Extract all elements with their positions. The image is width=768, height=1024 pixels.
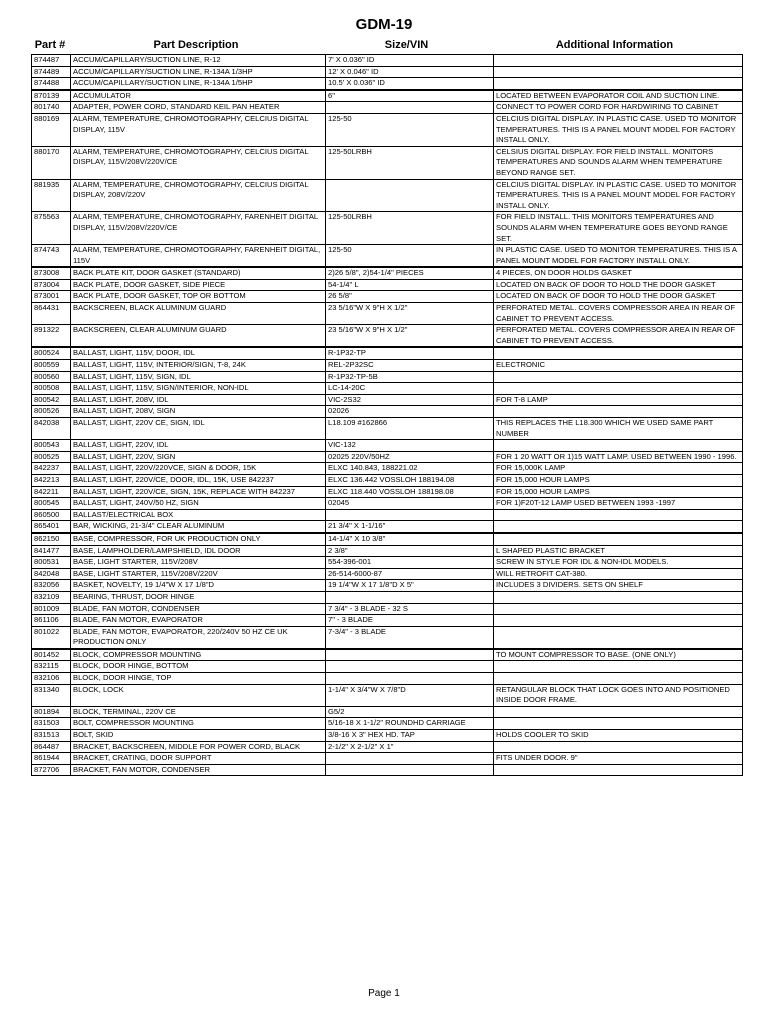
- table-row: [32, 557, 743, 569]
- additional-info-cell: WILL RETROFIT CAT-380.: [494, 568, 743, 580]
- part-number-cell: 800560: [32, 371, 71, 383]
- part-description-cell: BALLAST, LIGHT, 115V, SIGN/INTERIOR, NON-IDL: [71, 383, 326, 395]
- part-description-cell: BALLAST, LIGHT, 220V/220VCE, SIGN & DOOR, 15K: [71, 463, 326, 475]
- table-row: [32, 347, 743, 359]
- additional-info-cell: ELECTRONIC: [494, 360, 743, 372]
- part-description-cell: BASE, LIGHT STARTER, 115V/208V/220V: [71, 568, 326, 580]
- additional-info-cell: FOR FIELD INSTALL. THIS MONITORS TEMPERATURES AND SOUNDS ALARM WHEN TEMPERATURE GOES BEYOND RANGE SET.: [494, 212, 743, 245]
- table-row: [32, 383, 743, 395]
- table-row: [32, 291, 743, 303]
- part-description-cell: BALLAST, LIGHT, 115V, INTERIOR/SIGN, T-8, 24K: [71, 360, 326, 372]
- header-part-number: Part #: [34, 39, 66, 51]
- table-row: [32, 568, 743, 580]
- column-headers: [31, 38, 739, 54]
- part-number-cell: 831503: [32, 718, 71, 730]
- table-row: [32, 753, 743, 765]
- part-number-cell: 800524: [32, 347, 71, 359]
- additional-info-cell: [494, 66, 743, 78]
- size-vin-cell: 5/16-18 X 1-1/2" ROUNDHD CARRIAGE: [326, 718, 494, 730]
- table-row: [32, 474, 743, 486]
- part-description-cell: BRACKET, FAN MOTOR, CONDENSER: [71, 764, 326, 776]
- additional-info-cell: HOLDS COOLER TO SKID: [494, 730, 743, 742]
- table-row: [32, 55, 743, 67]
- part-description-cell: ACCUM/CAPILLARY/SUCTION LINE, R-134A 1/5HP: [71, 78, 326, 90]
- part-description-cell: BALLAST, LIGHT, 115V, DOOR, IDL: [71, 347, 326, 359]
- table-row: [32, 684, 743, 706]
- table-row: [32, 509, 743, 521]
- part-number-cell: 874487: [32, 55, 71, 67]
- additional-info-cell: [494, 509, 743, 521]
- part-description-cell: BACKSCREEN, BLACK ALUMINUM GUARD: [71, 303, 326, 325]
- size-vin-cell: 7 3/4" - 3 BLADE - 32 S: [326, 603, 494, 615]
- size-vin-cell: 3/8-16 X 3" HEX HD. TAP: [326, 730, 494, 742]
- part-number-cell: 862150: [32, 533, 71, 545]
- part-number-cell: 880170: [32, 146, 71, 179]
- table-row: [32, 706, 743, 718]
- part-number-cell: 832109: [32, 591, 71, 603]
- part-number-cell: 873001: [32, 291, 71, 303]
- part-number-cell: 874743: [32, 245, 71, 268]
- table-row: [32, 673, 743, 685]
- size-vin-cell: 12' X 0.046" ID: [326, 66, 494, 78]
- additional-info-cell: LOCATED ON BACK OF DOOR TO HOLD THE DOOR GASKET: [494, 279, 743, 291]
- part-description-cell: BALLAST, LIGHT, 208V, IDL: [71, 394, 326, 406]
- header-size-vin: Size/VIN: [384, 39, 429, 51]
- size-vin-cell: ELXC 118.440 VOSSLOH 188198.08: [326, 486, 494, 498]
- part-number-cell: 864487: [32, 741, 71, 753]
- part-number-cell: 865401: [32, 521, 71, 533]
- additional-info-cell: CELCIUS DIGITAL DISPLAY. IN PLASTIC CASE. USED TO MONITOR TEMPERATURES. THIS IS A PANEL MOUNT MODEL FOR FACTORY INSTALL ONLY.: [494, 113, 743, 146]
- part-description-cell: BLOCK, DOOR HINGE, BOTTOM: [71, 661, 326, 673]
- table-row: [32, 146, 743, 179]
- part-number-cell: 874488: [32, 78, 71, 90]
- additional-info-cell: LOCATED BETWEEN EVAPORATOR COIL AND SUCTION LINE.: [494, 90, 743, 102]
- part-number-cell: 842237: [32, 463, 71, 475]
- part-number-cell: 801894: [32, 706, 71, 718]
- part-description-cell: ALARM, TEMPERATURE, CHROMOTOGRAPHY, CELCIUS DIGITAL DISPLAY, 115V: [71, 113, 326, 146]
- part-description-cell: BASKET, NOVELTY, 19 1/4"W X 17 1/8"D: [71, 580, 326, 592]
- additional-info-cell: PERFORATED METAL. COVERS COMPRESSOR AREA IN REAR OF CABINET TO PREVENT ACCESS.: [494, 325, 743, 348]
- part-description-cell: BALLAST, LIGHT, 220V/CE, SIGN, 15K, REPLACE WITH 842237: [71, 486, 326, 498]
- table-row: [32, 78, 743, 90]
- part-description-cell: ACCUM/CAPILLARY/SUCTION LINE, R-134A 1/3HP: [71, 66, 326, 78]
- part-description-cell: BLOCK, LOCK: [71, 684, 326, 706]
- additional-info-cell: SCREW IN STYLE FOR IDL & NON-IDL MODELS.: [494, 557, 743, 569]
- size-vin-cell: R-1P32-TP: [326, 347, 494, 359]
- additional-info-cell: 4 PIECES, ON DOOR HOLDS GASKET: [494, 267, 743, 279]
- part-number-cell: 864431: [32, 303, 71, 325]
- additional-info-cell: [494, 591, 743, 603]
- part-description-cell: BACK PLATE KIT, DOOR GASKET (STANDARD): [71, 267, 326, 279]
- part-number-cell: 832106: [32, 673, 71, 685]
- additional-info-cell: FOR 1)F20T-12 LAMP USED BETWEEN 1993 -1997: [494, 498, 743, 510]
- size-vin-cell: [326, 179, 494, 212]
- table-row: [32, 533, 743, 545]
- header-part-description: Part Description: [153, 39, 239, 51]
- additional-info-cell: [494, 741, 743, 753]
- part-number-cell: 800545: [32, 498, 71, 510]
- parts-table: [31, 54, 743, 776]
- part-number-cell: 800525: [32, 451, 71, 463]
- table-row: [32, 66, 743, 78]
- table-row: [32, 245, 743, 268]
- table-row: [32, 741, 743, 753]
- additional-info-cell: [494, 521, 743, 533]
- size-vin-cell: [326, 591, 494, 603]
- table-row: [32, 394, 743, 406]
- table-row: [32, 626, 743, 649]
- part-number-cell: 800542: [32, 394, 71, 406]
- additional-info-cell: PERFORATED METAL. COVERS COMPRESSOR AREA IN REAR OF CABINET TO PREVENT ACCESS.: [494, 303, 743, 325]
- additional-info-cell: [494, 661, 743, 673]
- part-number-cell: 800526: [32, 406, 71, 418]
- size-vin-cell: [326, 509, 494, 521]
- table-row: [32, 406, 743, 418]
- size-vin-cell: 02045: [326, 498, 494, 510]
- additional-info-cell: [494, 371, 743, 383]
- part-description-cell: BLOCK, DOOR HINGE, TOP: [71, 673, 326, 685]
- size-vin-cell: 14-1/4" X 10 3/8": [326, 533, 494, 545]
- additional-info-cell: [494, 347, 743, 359]
- table-row: [32, 451, 743, 463]
- table-row: [32, 764, 743, 776]
- table-row: [32, 102, 743, 114]
- part-description-cell: ALARM, TEMPERATURE, CHROMOTOGRAPHY, CELCIUS DIGITAL DISPLAY, 208V/220V: [71, 179, 326, 212]
- part-number-cell: 872706: [32, 764, 71, 776]
- part-number-cell: 861944: [32, 753, 71, 765]
- additional-info-cell: LOCATED ON BACK OF DOOR TO HOLD THE DOOR GASKET: [494, 291, 743, 303]
- size-vin-cell: 7" - 3 BLADE: [326, 615, 494, 627]
- table-row: [32, 649, 743, 661]
- size-vin-cell: [326, 102, 494, 114]
- part-number-cell: 842211: [32, 486, 71, 498]
- part-description-cell: BALLAST, LIGHT, 208V, SIGN: [71, 406, 326, 418]
- part-description-cell: BALLAST, LIGHT, 220V CE, SIGN, IDL: [71, 418, 326, 440]
- table-row: [32, 303, 743, 325]
- size-vin-cell: 23 5/16"W X 9"H X 1/2": [326, 303, 494, 325]
- table-row: [32, 730, 743, 742]
- table-row: [32, 279, 743, 291]
- additional-info-cell: TO MOUNT COMPRESSOR TO BASE. (ONE ONLY): [494, 649, 743, 661]
- part-description-cell: ALARM, TEMPERATURE, CHROMOTOGRAPHY, CELCIUS DIGITAL DISPLAY, 115V/208V/220V/CE: [71, 146, 326, 179]
- part-number-cell: 873008: [32, 267, 71, 279]
- part-number-cell: 842038: [32, 418, 71, 440]
- part-description-cell: ACCUMULATOR: [71, 90, 326, 102]
- part-description-cell: BACK PLATE, DOOR GASKET, SIDE PIECE: [71, 279, 326, 291]
- additional-info-cell: [494, 706, 743, 718]
- additional-info-cell: [494, 626, 743, 649]
- part-description-cell: BALLAST, LIGHT, 240V/50 HZ, SIGN: [71, 498, 326, 510]
- table-row: [32, 90, 743, 102]
- table-row: [32, 212, 743, 245]
- part-number-cell: 842048: [32, 568, 71, 580]
- size-vin-cell: 02026: [326, 406, 494, 418]
- additional-info-cell: THIS REPLACES THE L18.300 WHICH WE USED SAME PART NUMBER: [494, 418, 743, 440]
- additional-info-cell: FITS UNDER DOOR. 9": [494, 753, 743, 765]
- table-row: [32, 580, 743, 592]
- size-vin-cell: [326, 673, 494, 685]
- table-row: [32, 113, 743, 146]
- size-vin-cell: 19 1/4"W X 17 1/8"D X 5": [326, 580, 494, 592]
- size-vin-cell: 125-50LRBH: [326, 146, 494, 179]
- size-vin-cell: 125-50: [326, 245, 494, 268]
- part-number-cell: 801009: [32, 603, 71, 615]
- additional-info-cell: FOR 15,000 HOUR LAMPS: [494, 474, 743, 486]
- additional-info-cell: [494, 440, 743, 452]
- size-vin-cell: L18.109 #162866: [326, 418, 494, 440]
- size-vin-cell: R-1P32-TP-5B: [326, 371, 494, 383]
- size-vin-cell: 7' X 0.036" ID: [326, 55, 494, 67]
- part-number-cell: 881935: [32, 179, 71, 212]
- table-row: [32, 615, 743, 627]
- table-row: [32, 325, 743, 348]
- part-number-cell: 800559: [32, 360, 71, 372]
- additional-info-cell: [494, 78, 743, 90]
- part-number-cell: 874489: [32, 66, 71, 78]
- part-number-cell: 801740: [32, 102, 71, 114]
- table-row: [32, 498, 743, 510]
- part-description-cell: BLOCK, TERMINAL, 220V CE: [71, 706, 326, 718]
- part-description-cell: BEARING, THRUST, DOOR HINGE: [71, 591, 326, 603]
- part-description-cell: ALARM, TEMPERATURE, CHROMOTOGRAPHY, FARENHEIT DIGITAL, 115V: [71, 245, 326, 268]
- part-description-cell: ACCUM/CAPILLARY/SUCTION LINE, R-12: [71, 55, 326, 67]
- table-row: [32, 418, 743, 440]
- part-number-cell: 875563: [32, 212, 71, 245]
- size-vin-cell: 23 5/16"W X 9"H X 1/2": [326, 325, 494, 348]
- part-number-cell: 801452: [32, 649, 71, 661]
- additional-info-cell: IN PLASTIC CASE. USED TO MONITOR TEMPERATURES. THIS IS A PANEL MOUNT MODEL FOR FACTORY INSTALL ONLY.: [494, 245, 743, 268]
- part-description-cell: BLADE, FAN MOTOR, CONDENSER: [71, 603, 326, 615]
- size-vin-cell: 02025 220V/50HZ: [326, 451, 494, 463]
- size-vin-cell: [326, 764, 494, 776]
- part-description-cell: BASE, LIGHT STARTER, 115V/208V: [71, 557, 326, 569]
- size-vin-cell: [326, 649, 494, 661]
- additional-info-cell: FOR 15,000K LAMP: [494, 463, 743, 475]
- table-row: [32, 603, 743, 615]
- additional-info-cell: [494, 406, 743, 418]
- part-number-cell: 831340: [32, 684, 71, 706]
- table-row: [32, 360, 743, 372]
- table-row: [32, 718, 743, 730]
- part-description-cell: BALLAST, LIGHT, 220V/CE, DOOR, IDL, 15K, USE 842237: [71, 474, 326, 486]
- additional-info-cell: [494, 55, 743, 67]
- part-description-cell: BLADE, FAN MOTOR, EVAPORATOR, 220/240V 50 HZ CE UK PRODUCTION ONLY: [71, 626, 326, 649]
- size-vin-cell: VIC-132: [326, 440, 494, 452]
- part-number-cell: 832056: [32, 580, 71, 592]
- part-number-cell: 870139: [32, 90, 71, 102]
- additional-info-cell: RETANGULAR BLOCK THAT LOCK GOES INTO AND POSITIONED INSIDE DOOR FRAME.: [494, 684, 743, 706]
- additional-info-cell: INCLUDES 3 DIVIDERS. SETS ON SHELF: [494, 580, 743, 592]
- additional-info-cell: FOR T-8 LAMP: [494, 394, 743, 406]
- table-row: [32, 371, 743, 383]
- part-number-cell: 800543: [32, 440, 71, 452]
- part-number-cell: 801022: [32, 626, 71, 649]
- part-description-cell: ALARM, TEMPERATURE, CHROMOTOGRAPHY, FARENHEIT DIGITAL DISPLAY, 115V/208V/220V/CE: [71, 212, 326, 245]
- part-number-cell: 860500: [32, 509, 71, 521]
- additional-info-cell: [494, 383, 743, 395]
- additional-info-cell: [494, 718, 743, 730]
- size-vin-cell: ELXC 140.843, 188221.02: [326, 463, 494, 475]
- part-description-cell: BLADE, FAN MOTOR, EVAPORATOR: [71, 615, 326, 627]
- size-vin-cell: 2)26 5/8", 2)54-1/4" PIECES: [326, 267, 494, 279]
- part-number-cell: 832115: [32, 661, 71, 673]
- size-vin-cell: ELXC 136.442 VOSSLOH 188194.08: [326, 474, 494, 486]
- part-number-cell: 800531: [32, 557, 71, 569]
- additional-info-cell: CONNECT TO POWER CORD FOR HARDWIRING TO CABINET: [494, 102, 743, 114]
- part-description-cell: BALLAST, LIGHT, 220V, SIGN: [71, 451, 326, 463]
- part-number-cell: 873004: [32, 279, 71, 291]
- table-row: [32, 440, 743, 452]
- size-vin-cell: 6": [326, 90, 494, 102]
- additional-info-cell: [494, 673, 743, 685]
- size-vin-cell: G5/2: [326, 706, 494, 718]
- part-description-cell: BLOCK, COMPRESSOR MOUNTING: [71, 649, 326, 661]
- additional-info-cell: FOR 15,000 HOUR LAMPS: [494, 486, 743, 498]
- table-row: [32, 521, 743, 533]
- size-vin-cell: 1-1/4" X 3/4"W X 7/8"D: [326, 684, 494, 706]
- table-row: [32, 545, 743, 557]
- additional-info-cell: [494, 764, 743, 776]
- table-row: [32, 179, 743, 212]
- size-vin-cell: 54-1/4" L: [326, 279, 494, 291]
- additional-info-cell: [494, 615, 743, 627]
- part-description-cell: BOLT, SKID: [71, 730, 326, 742]
- size-vin-cell: 2 3/8": [326, 545, 494, 557]
- size-vin-cell: 2-1/2" X 2-1/2" X 1": [326, 741, 494, 753]
- page-title: GDM-19: [355, 16, 413, 33]
- size-vin-cell: VIC-2S32: [326, 394, 494, 406]
- part-number-cell: 891322: [32, 325, 71, 348]
- size-vin-cell: 26 5/8": [326, 291, 494, 303]
- part-number-cell: 880169: [32, 113, 71, 146]
- size-vin-cell: LC-14-20C: [326, 383, 494, 395]
- additional-info-cell: L SHAPED PLASTIC BRACKET: [494, 545, 743, 557]
- page-number: Page 1: [368, 988, 400, 999]
- size-vin-cell: [326, 661, 494, 673]
- part-number-cell: 861106: [32, 615, 71, 627]
- additional-info-cell: CELSIUS DIGITAL DISPLAY. FOR FIELD INSTALL. MONITORS TEMPERATURES AND SOUNDS ALARM WHEN TEMPERATURE BEYOND RANGE SET.: [494, 146, 743, 179]
- part-description-cell: BAR, WICKING, 21-3/4" CLEAR ALUMINUM: [71, 521, 326, 533]
- part-description-cell: BRACKET, BACKSCREEN, MIDDLE FOR POWER CORD, BLACK: [71, 741, 326, 753]
- additional-info-cell: CELCIUS DIGITAL DISPLAY. IN PLASTIC CASE. USED TO MONITOR TEMPERATURES. THIS IS A PANEL MOUNT MODEL FOR FACTORY INSTALL ONLY.: [494, 179, 743, 212]
- size-vin-cell: 10.5' X 0.036" ID: [326, 78, 494, 90]
- part-description-cell: BASE, COMPRESSOR, FOR UK PRODUCTION ONLY: [71, 533, 326, 545]
- size-vin-cell: 26-514-6000-87: [326, 568, 494, 580]
- size-vin-cell: 125-50LRBH: [326, 212, 494, 245]
- table-row: [32, 463, 743, 475]
- part-number-cell: 841477: [32, 545, 71, 557]
- table-row: [32, 267, 743, 279]
- part-description-cell: BACKSCREEN, CLEAR ALUMINUM GUARD: [71, 325, 326, 348]
- size-vin-cell: REL-2P32SC: [326, 360, 494, 372]
- table-row: [32, 661, 743, 673]
- part-description-cell: BALLAST/ELECTRICAL BOX: [71, 509, 326, 521]
- size-vin-cell: 554-396-001: [326, 557, 494, 569]
- part-number-cell: 800508: [32, 383, 71, 395]
- size-vin-cell: 7-3/4" - 3 BLADE: [326, 626, 494, 649]
- part-description-cell: BALLAST, LIGHT, 115V, SIGN, IDL: [71, 371, 326, 383]
- part-description-cell: BRACKET, CRATING, DOOR SUPPORT: [71, 753, 326, 765]
- size-vin-cell: [326, 753, 494, 765]
- part-description-cell: BACK PLATE, DOOR GASKET, TOP OR BOTTOM: [71, 291, 326, 303]
- additional-info-cell: [494, 533, 743, 545]
- part-description-cell: BOLT, COMPRESSOR MOUNTING: [71, 718, 326, 730]
- table-row: [32, 591, 743, 603]
- size-vin-cell: 21 3/4" X 1-1/16": [326, 521, 494, 533]
- part-description-cell: BALLAST, LIGHT, 220V, IDL: [71, 440, 326, 452]
- part-number-cell: 831513: [32, 730, 71, 742]
- table-row: [32, 486, 743, 498]
- part-number-cell: 842213: [32, 474, 71, 486]
- additional-info-cell: FOR 1 20 WATT OR 1)15 WATT LAMP. USED BETWEEN 1990 - 1996.: [494, 451, 743, 463]
- part-description-cell: BASE, LAMPHOLDER/LAMPSHIELD, IDL DOOR: [71, 545, 326, 557]
- additional-info-cell: [494, 603, 743, 615]
- size-vin-cell: 125-50: [326, 113, 494, 146]
- header-additional-information: Additional Information: [555, 39, 674, 51]
- part-description-cell: ADAPTER, POWER CORD, STANDARD KEIL PAN HEATER: [71, 102, 326, 114]
